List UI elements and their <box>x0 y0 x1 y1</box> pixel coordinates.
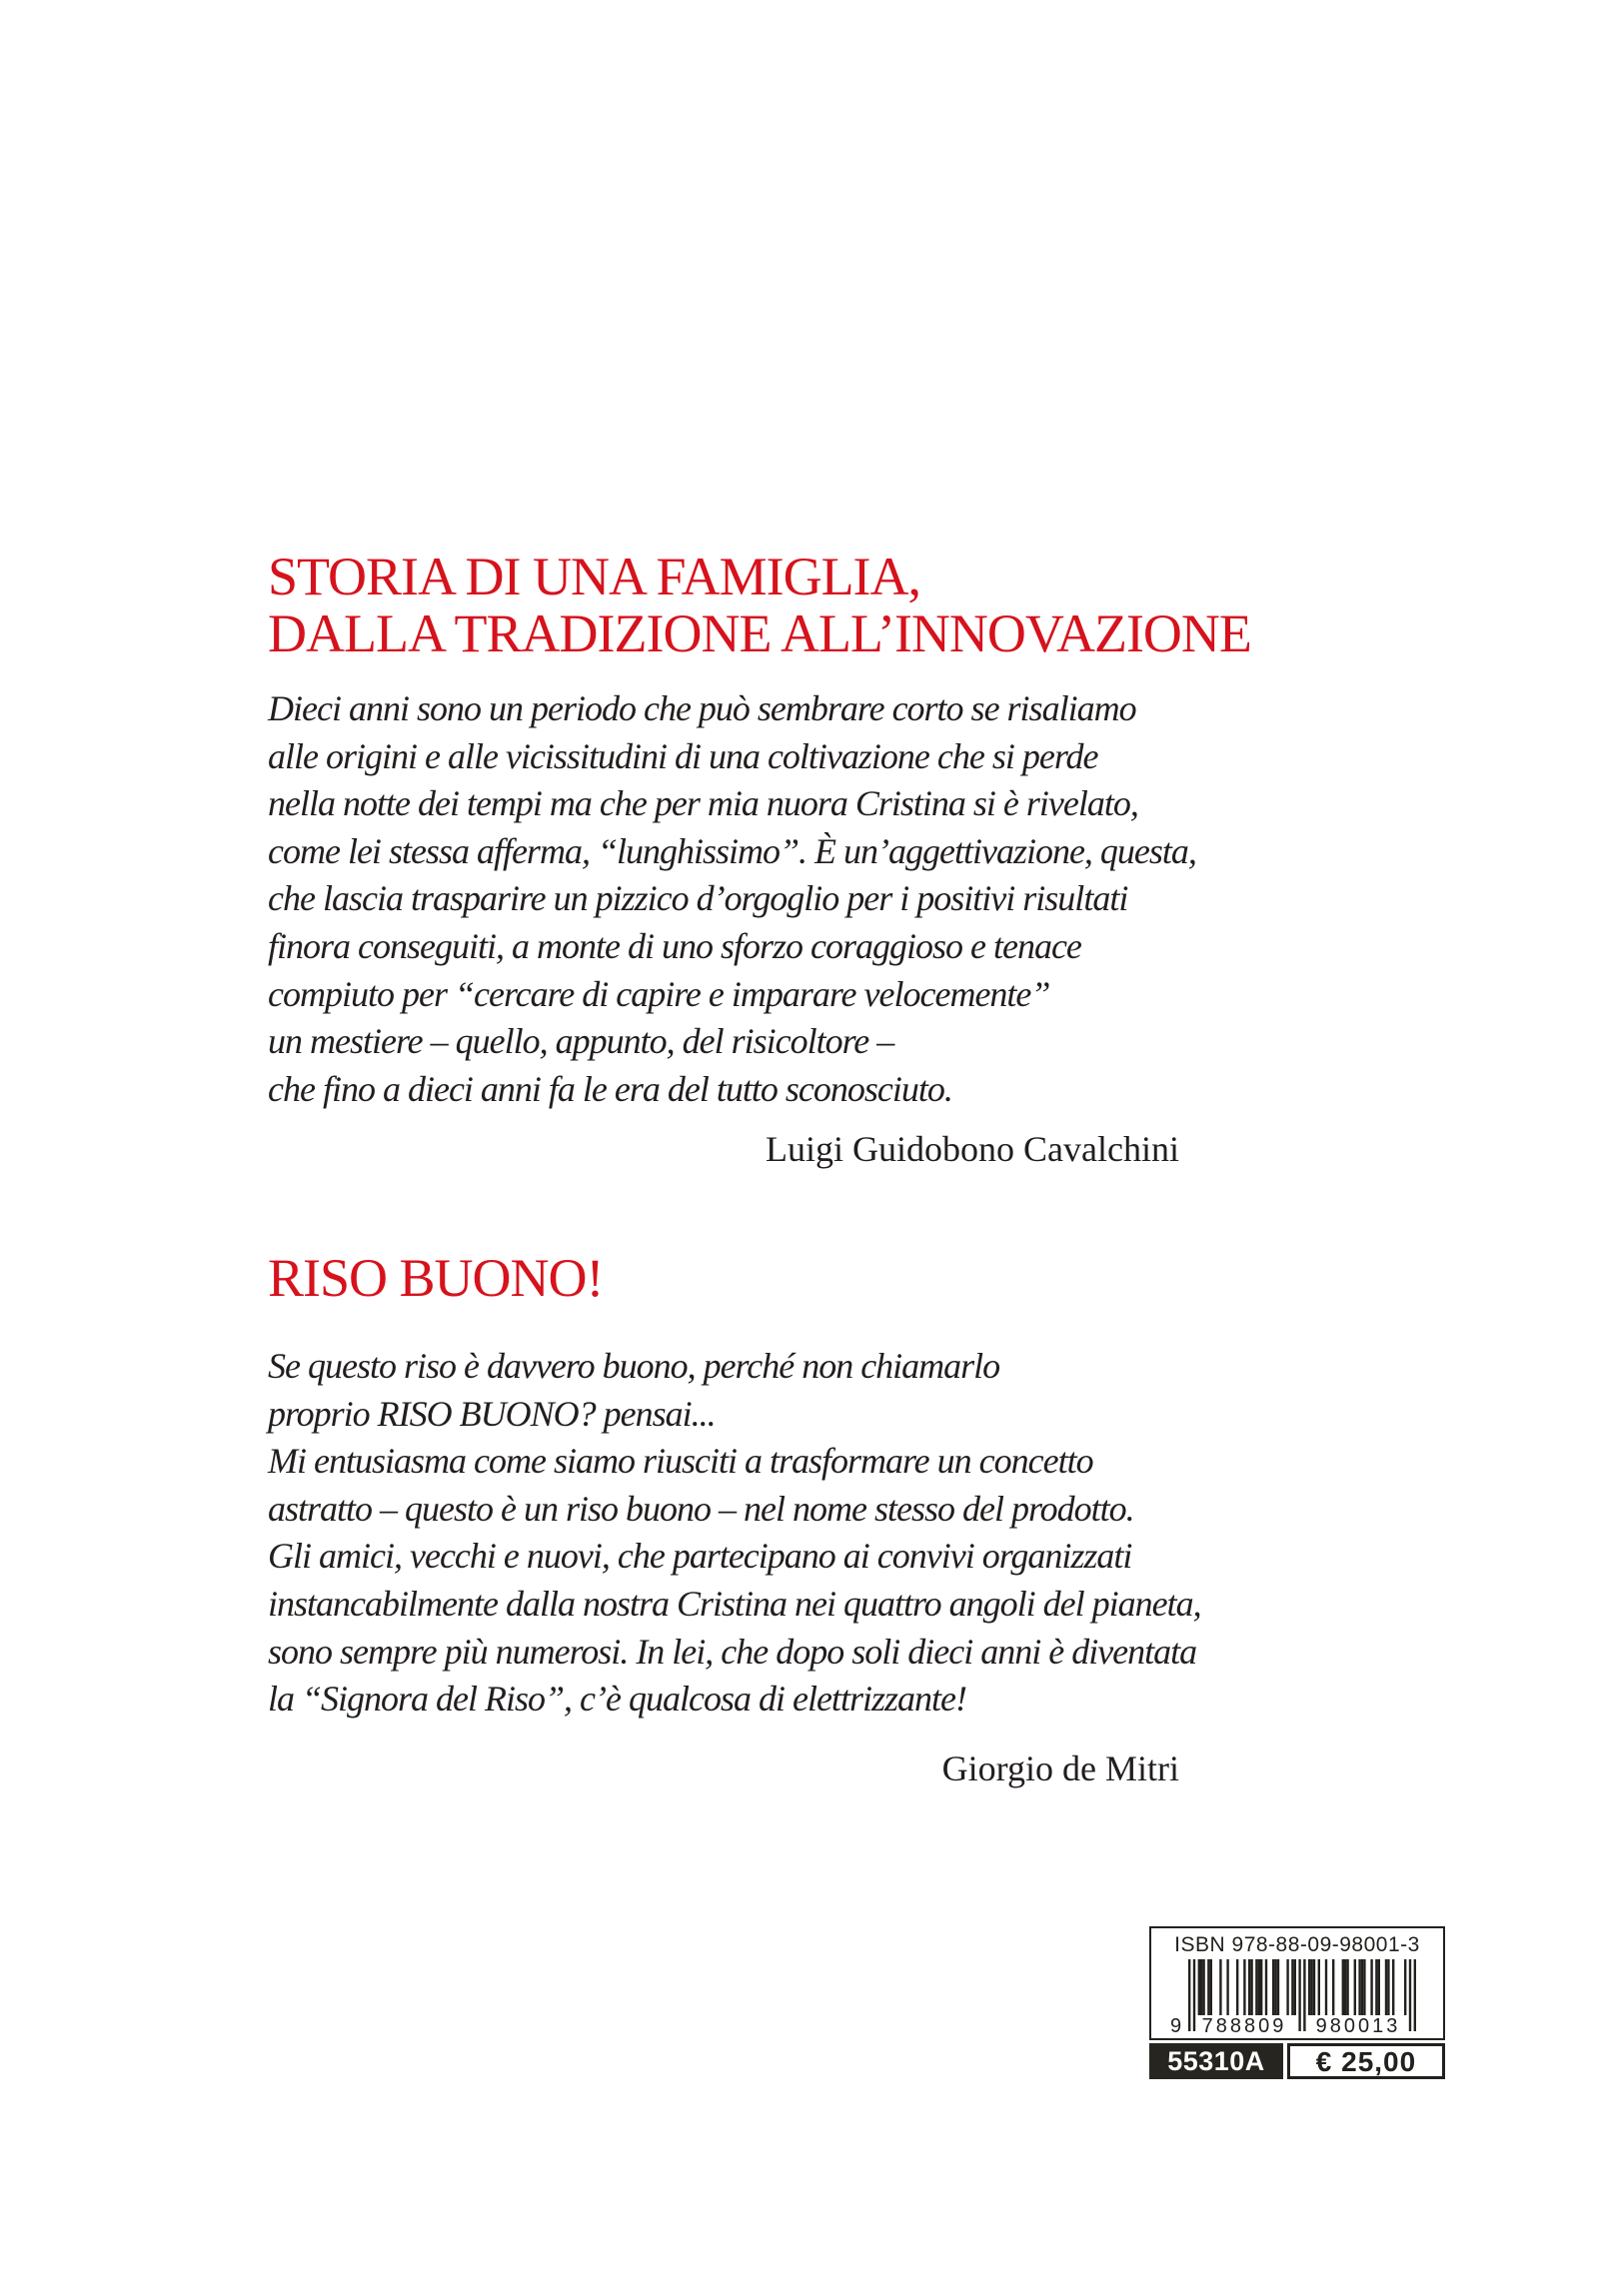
section1-heading-line1: STORIA DI UNA FAMIGLIA, <box>268 547 921 606</box>
quote-line: che lascia trasparire un pizzico d’orgoglio per i positivi risultati <box>268 878 1128 919</box>
ean-digit-group: 788809 <box>1201 2015 1287 2037</box>
section2-quote <box>268 1343 1201 1723</box>
quote-line: alle origini e alle vicissitudini di una coltivazione che si perde <box>268 735 1098 776</box>
barcode-bottom-row <box>1149 2043 1445 2079</box>
section1-heading <box>268 549 1251 662</box>
quote-line: sono sempre più numerosi. In lei, che dopo soli dieci anni è diventata <box>268 1631 1197 1672</box>
quote-line: un mestiere – quello, appunto, del risicoltore – <box>268 1021 894 1062</box>
quote-line: Gli amici, vecchi e nuovi, che partecipano ai convivi organizzati <box>268 1536 1132 1577</box>
barcode-label <box>1149 1926 1445 2079</box>
quote-line: come lei stessa afferma, “lunghissimo”. È un’aggettivazione, questa, <box>268 830 1196 871</box>
quote-line: astratto – questo è un riso buono – nel nome stesso del prodotto. <box>268 1488 1134 1529</box>
quote-line: Se questo riso è davvero buono, perché non chiamarlo <box>268 1346 1000 1386</box>
quote-line: la “Signora del Riso”, c’è qualcosa di elettrizzante! <box>268 1679 966 1720</box>
quote-line: che fino a dieci anni fa le era del tutto sconosciuto. <box>268 1068 952 1109</box>
ean-digit-group: 9 <box>1170 2015 1185 2037</box>
section2-heading: RISO BUONO! <box>268 1248 604 1308</box>
quote-line: Dieci anni sono un periodo che può sembrare corto se risaliamo <box>268 688 1136 728</box>
quote-line: instancabilmente dalla nostra Cristina nei quattro angoli del pianeta, <box>268 1583 1201 1624</box>
quote-line: proprio RISO BUONO? pensai... <box>268 1393 716 1434</box>
section1-attribution: Luigi Guidobono Cavalchini <box>766 1129 1179 1169</box>
quote-line: finora conseguiti, a monte di uno sforzo coraggioso e tenace <box>268 925 1081 966</box>
section1-quote <box>268 685 1196 1113</box>
price: € 25,00 <box>1287 2043 1445 2079</box>
quote-line: Mi entusiasma come siamo riusciti a trasformare un concetto <box>268 1441 1093 1482</box>
quote-line: nella notte dei tempi ma che per mia nuora Cristina si è rivelato, <box>268 783 1138 824</box>
quote-line: compiuto per “cercare di capire e imparare velocemente” <box>268 973 1050 1014</box>
ean-digit-group: 980013 <box>1315 2015 1401 2037</box>
ean-barcode <box>1172 1959 1422 2037</box>
section2-attribution: Giorgio de Mitri <box>941 1748 1179 1788</box>
isbn-box <box>1149 1926 1445 2040</box>
section1-heading-line2: DALLA TRADIZIONE ALL’INNOVAZIONE <box>268 603 1251 663</box>
edition-code: 55310A <box>1149 2043 1283 2079</box>
isbn-number: ISBN 978-88-09-98001-3 <box>1174 1933 1420 1956</box>
